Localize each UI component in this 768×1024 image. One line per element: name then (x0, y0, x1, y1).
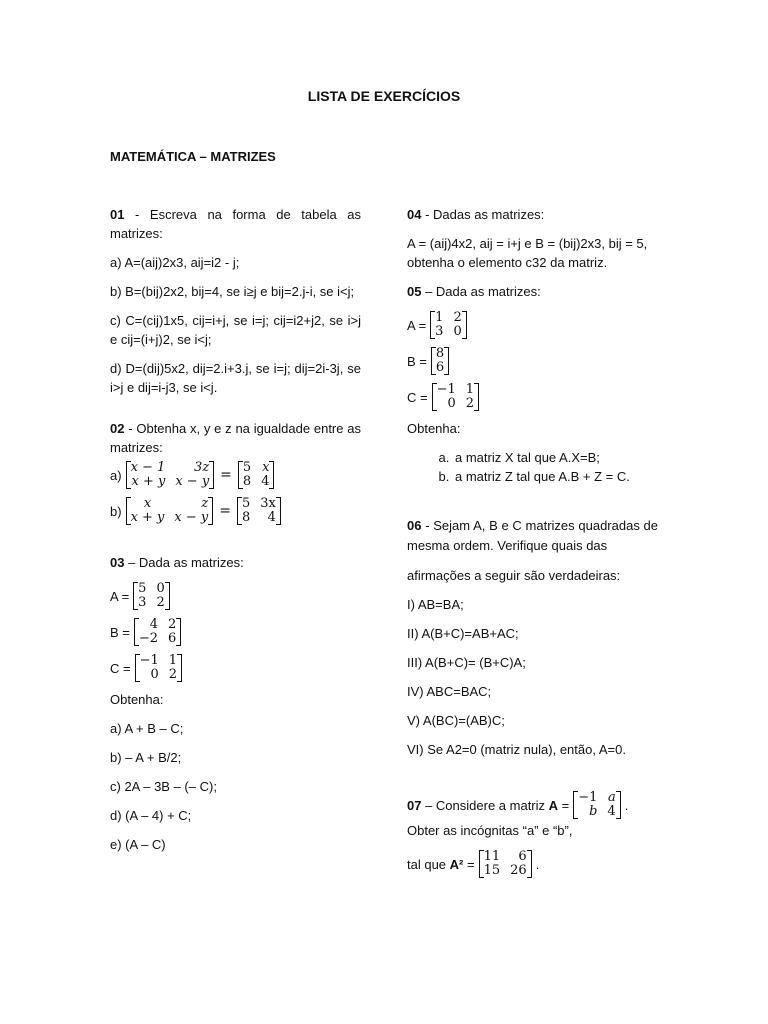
q06-number: 06 (407, 518, 422, 533)
q01-item-c: c) C=(cij)1x5, cij=i+j, se i=j; cij=i2+j2, se i>j e cij=(i+j)2, se i<j; (110, 313, 361, 347)
q05-items (407, 448, 658, 486)
q07-line-3 (407, 850, 658, 878)
q05-b-label: B = (407, 353, 427, 369)
matrix-cell: 4 (261, 474, 270, 489)
q06-prompt (407, 516, 658, 556)
matrix-cell: 2 (465, 396, 475, 411)
q03-item-d: d) (A – 4) + C; (110, 808, 192, 823)
q05-matrix-a (430, 311, 467, 339)
q03-number: 03 (110, 555, 125, 570)
matrix-cell: 8 (435, 346, 445, 361)
q03-c-label: C = (110, 660, 131, 676)
matrix-cell: 6 (168, 631, 177, 646)
equals-sign: = (219, 503, 231, 519)
q03-matrix-b-row (110, 618, 361, 646)
q05-matrix-b-row (407, 347, 658, 375)
matrix-cell: 1 (435, 310, 444, 325)
q04-prompt (407, 205, 658, 224)
matrix-cell: −1 (436, 382, 456, 397)
q07-a-symbol: A (548, 797, 559, 813)
matrix-cell: 5 (138, 581, 147, 596)
q01-number: 01 (110, 207, 125, 222)
q05-text: – Dada as matrizes: (421, 284, 541, 299)
matrix-cell: 1 (168, 653, 178, 668)
matrix-cell: 4 (149, 617, 159, 632)
matrix-cell: 0 (150, 667, 159, 682)
matrix-cell: 8 (241, 510, 251, 525)
q03-matrix-a-row (110, 582, 361, 610)
q03-matrix-b (134, 618, 181, 646)
matrix-cell: a (607, 790, 616, 805)
matrix-cell: 2 (156, 595, 165, 610)
matrix-cell: 2 (453, 310, 462, 325)
matrix-cell: 2 (168, 617, 177, 632)
matrix-cell: b (589, 804, 598, 819)
matrix-cell: 6 (518, 849, 527, 864)
q03-item-c: c) 2A – 3B – (– C); (110, 779, 217, 794)
q07-matrix-a2 (479, 850, 532, 878)
matrix-cell: x + y (130, 510, 165, 525)
q02-prompt (110, 419, 361, 457)
q04-body: A = (aij)4x2, aij = i+j e B = (bij)2x3, bij = 5, obtenha o elemento c32 da matriz. (407, 236, 648, 270)
q06-text-2: afirmações a seguir são verdadeiras: (407, 568, 621, 583)
matrix-cell: 11 (483, 849, 501, 864)
q07-text: – Considere a matriz (421, 797, 549, 813)
q01-item-a: a) A=(aij)2x3, aij=i2 - j; (110, 255, 240, 270)
matrix-cell: 5 (241, 496, 251, 511)
q05-matrix-c-row (407, 383, 658, 411)
q07-period: . (624, 797, 629, 813)
matrix-cell: 5 (242, 460, 252, 475)
q05-matrix-c (432, 383, 479, 411)
q07-prompt (407, 791, 658, 819)
matrix-cell: x (262, 460, 270, 475)
q05-matrix-b (431, 347, 449, 375)
matrix-cell: 4 (607, 804, 616, 819)
q03-b-label: B = (110, 624, 130, 640)
q03-item-b: b) – A + B/2; (110, 750, 182, 765)
q02-text: - Obtenha x, y e z na igualdade entre as matrizes: (110, 421, 361, 455)
q07-line3-period: . (535, 856, 540, 872)
matrix-cell: 0 (453, 324, 462, 339)
page-subtitle: MATEMÁTICA – MATRIZES (110, 149, 276, 164)
q07-a2-symbol: A² (449, 856, 464, 872)
q06-item-5: V) A(BC)=(AB)C; (407, 713, 505, 728)
q04-number: 04 (407, 207, 422, 222)
q01-item-b: b) B=(bij)2x2, bij=4, se i≥j e bij=2.j-i, se i<j; (110, 284, 355, 299)
q02-a-label: a) (110, 467, 122, 483)
q07-lead (407, 798, 569, 813)
q03-matrix-c (135, 654, 182, 682)
matrix-cell: 3 (435, 324, 444, 339)
q06-text: - Sejam A, B e C matrizes quadradas de mesma ordem. Verifique quais das (407, 518, 658, 553)
q05-obtenha: Obtenha: (407, 421, 461, 436)
q01-prompt (110, 205, 361, 243)
right-column (407, 205, 658, 886)
q05-number: 05 (407, 284, 422, 299)
q02-a-right-matrix (238, 461, 275, 489)
q07-line3-pre: tal que (407, 856, 450, 872)
matrix-cell: 1 (465, 382, 475, 397)
q06-item-3: III) A(B+C)= (B+C)A; (407, 655, 526, 670)
q05-a-label: A = (407, 317, 427, 333)
matrix-cell: 3 (138, 595, 147, 610)
matrix-cell: x − 1 (130, 460, 166, 475)
q05-item-a: a. a matriz X tal que A.X=B; (453, 448, 658, 467)
q06-item-2: II) A(B+C)=AB+AC; (407, 626, 519, 641)
q07-matrix-a (573, 791, 620, 819)
matrix-cell: x (143, 496, 152, 511)
matrix-cell: 15 (483, 863, 501, 878)
q02-equation-b (110, 497, 361, 525)
matrix-cell: 2 (168, 667, 178, 682)
equals-sign: = (220, 467, 232, 483)
q05-c-label: C = (407, 389, 428, 405)
q02-b-left-matrix (126, 497, 214, 525)
q03-item-a: a) A + B – C; (110, 721, 184, 736)
q01-text: - Escreva na forma de tabela as matrizes: (110, 207, 361, 241)
q07-line3-lead: tal que A² = (407, 856, 475, 872)
q02-a-left-matrix (126, 461, 215, 489)
matrix-cell: −2 (138, 631, 159, 646)
q05-prompt (407, 282, 658, 301)
q03-text: – Dada as matrizes: (124, 555, 244, 570)
matrix-cell: 3x (260, 496, 276, 511)
q03-prompt (110, 553, 361, 572)
matrix-cell: x + y (131, 474, 166, 489)
matrix-cell: −1 (139, 653, 159, 668)
matrix-cell: 26 (510, 863, 527, 878)
q03-matrix-c-row (110, 654, 361, 682)
q02-b-right-matrix (237, 497, 281, 525)
q02-equation-a (110, 461, 361, 489)
matrix-cell: 6 (435, 360, 445, 375)
matrix-cell: 0 (447, 396, 456, 411)
matrix-cell: z (201, 496, 209, 511)
q03-obtenha: Obtenha: (110, 692, 164, 707)
matrix-cell: 8 (242, 474, 252, 489)
q05-matrix-a-row (407, 311, 658, 339)
q07-eq: = (558, 797, 570, 813)
matrix-cell: 3z (194, 460, 210, 475)
q02-number: 02 (110, 421, 125, 436)
matrix-cell: −1 (578, 790, 598, 805)
q03-matrix-a (133, 582, 170, 610)
q07-line-2: Obter as incógnitas “a” e “b”, (407, 823, 573, 838)
matrix-cell: x − y (174, 510, 209, 525)
q02-b-label: b) (110, 503, 122, 519)
q06-item-4: IV) ABC=BAC; (407, 684, 492, 699)
q01-item-d: d) D=(dij)5x2, dij=2.i+3.j, se i=j; dij=2i-3j, se i>j e dij=i-j3, se i<j. (110, 361, 361, 395)
matrix-cell: x − y (175, 474, 210, 489)
q03-a-label: A = (110, 588, 130, 604)
q06-item-1: I) AB=BA; (407, 597, 464, 612)
q07-number: 07 (407, 797, 422, 813)
left-column (110, 205, 361, 864)
matrix-cell: 4 (267, 510, 276, 525)
page-title: LISTA DE EXERCÍCIOS (307, 88, 461, 104)
matrix-cell: 0 (156, 581, 165, 596)
q03-item-e: e) (A – C) (110, 837, 166, 852)
q05-item-b: b. a matriz Z tal que A.B + Z = C. (453, 467, 658, 486)
q06-item-6: VI) Se A2=0 (matriz nula), então, A=0. (407, 742, 626, 757)
q04-text: - Dadas as matrizes: (421, 207, 545, 222)
